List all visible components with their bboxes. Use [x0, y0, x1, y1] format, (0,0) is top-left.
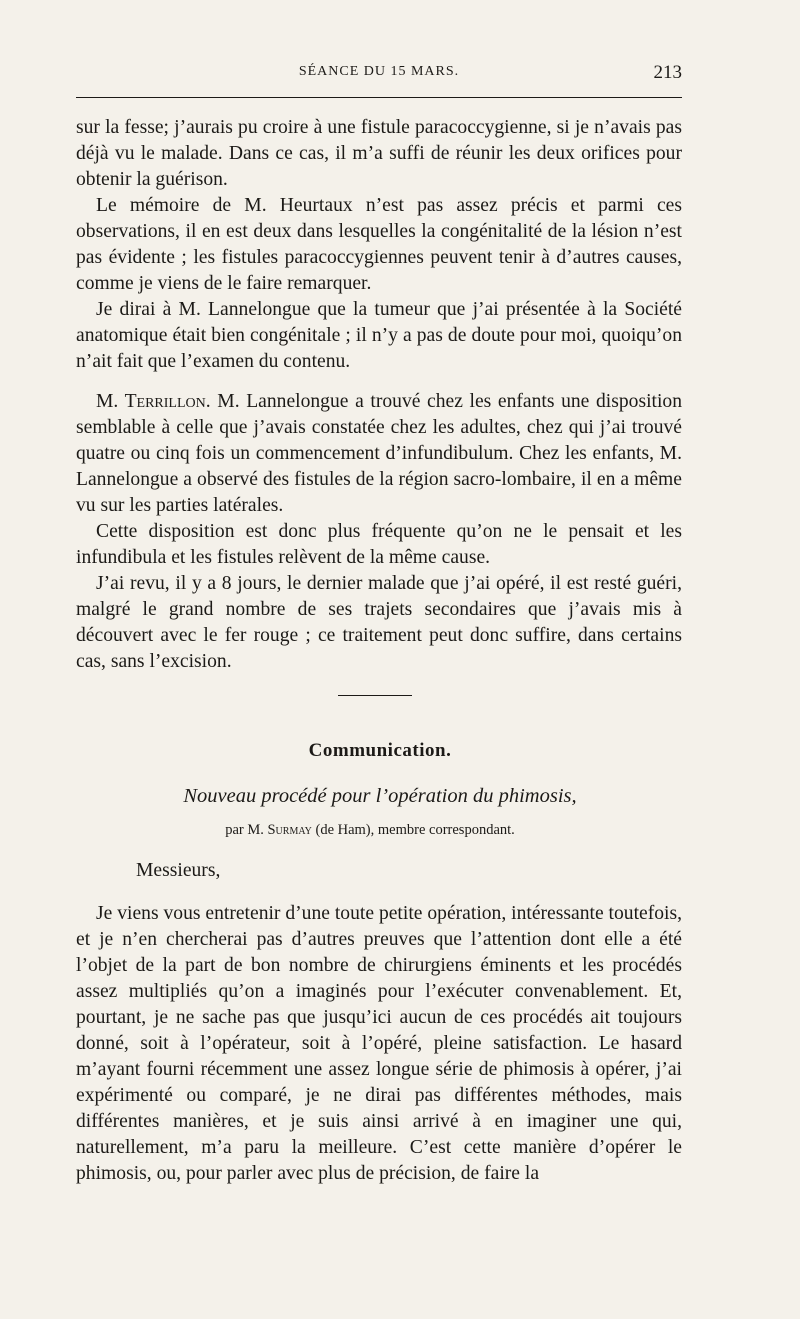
section-separator — [338, 695, 412, 696]
speaker-name: M. Terrillon. — [96, 391, 211, 412]
running-head — [76, 62, 682, 86]
paragraph-follow-up: J’ai revu, il y a 8 jours, le dernier malade que j’ai opéré, il est resté guéri, malgré le grand nombre de ses trajets secondaires que j’avais mis à découvert avec le fer rouge ; ce traitement peut donc suffire, dans certains cas, sans l’excision. — [76, 573, 682, 672]
paragraph-disposition: Cette disposition est donc plus fréquente qu’on ne le pensait et les infundibula et les fistules relèvent de la même cause. — [76, 521, 682, 568]
byline-prefix: par M. — [225, 822, 264, 838]
paragraph-lannelongue: Je dirai à M. Lannelongue que la tumeur que j’ai présentée à la Société anatomique était bien congénitale ; il n’y a pas de doute pour moi, quoiqu’on n’ait fait que l’examen du contenu. — [76, 299, 682, 372]
communication-block — [76, 901, 682, 1187]
running-title: SÉANCE DU 15 MARS. — [298, 64, 460, 79]
byline — [0, 822, 740, 839]
paragraph-heurtaux: Le mémoire de M. Heurtaux n’est pas assez précis et parmi ces observations, il en est deux dans lesquelles la congénitalité de la lésion n’est pas évidente ; les fistules paracoccygiennes peuvent tenir à d’autres causes, comme je viens de le faire remarquer. — [76, 195, 682, 294]
paragraph-communication-body: Je viens vous entretenir d’une toute petite opération, intéressante toutefois, et je n’en chercherai pas d’autres preuves que l’attention dont elle a été l’objet de la part de bon nombre de chirurgiens éminents et les procédés assez multipliés qu’on a imaginés pour l’exécuter convenablement. Et, pourtant, je ne sache pas que jusqu’ici aucun de ces procédés ait toujours donné, soit à l’opérateur, soit à l’opéré, pleine satisfaction. Le hasard m’ayant fourni récemment une assez longue série de phimosis à opérer, j’ai expérimenté ou comparé, je ne dirai pas différentes méthodes, mais différentes manières, et je suis ainsi arrivé à en imaginer une qui, naturellement, m’a paru la meilleure. C’est cette manière d’opérer le phimosis, ou, pour parler avec plus de précision, de faire la — [76, 903, 683, 1184]
salutation: Messieurs, — [136, 860, 221, 881]
paragraph-terrillon — [76, 389, 682, 519]
section-heading: Communication. — [308, 740, 452, 761]
discussion-block — [76, 115, 682, 675]
header-rule — [76, 97, 682, 98]
byline-suffix: (de Ham), membre correspondant. — [315, 822, 515, 838]
article-title: Nouveau procédé pour l’opération du phimosis, — [183, 785, 577, 807]
paragraph-continuation: sur la fesse; j’aurais pu croire à une fistule paracoccygienne, si je n’avais pas déjà vu le malade. Dans ce cas, il m’a suffi de réunir les deux orifices pour obtenir la guérison. — [76, 117, 682, 190]
page-number: 213 — [653, 62, 682, 83]
terrillon-text: M. Lannelongue a trouvé chez les enfants une disposition semblable à celle que j’avais constatée chez les adultes, chez qui j’ai trouvé quatre ou cinq fois un commencement d’infundibulum. Chez les enfants, M. Lannelongue a observé des fistules de la région sacro-lombaire, il en a même vu sur les parties latérales. — [76, 391, 682, 516]
author-name: Surmay — [267, 822, 312, 838]
